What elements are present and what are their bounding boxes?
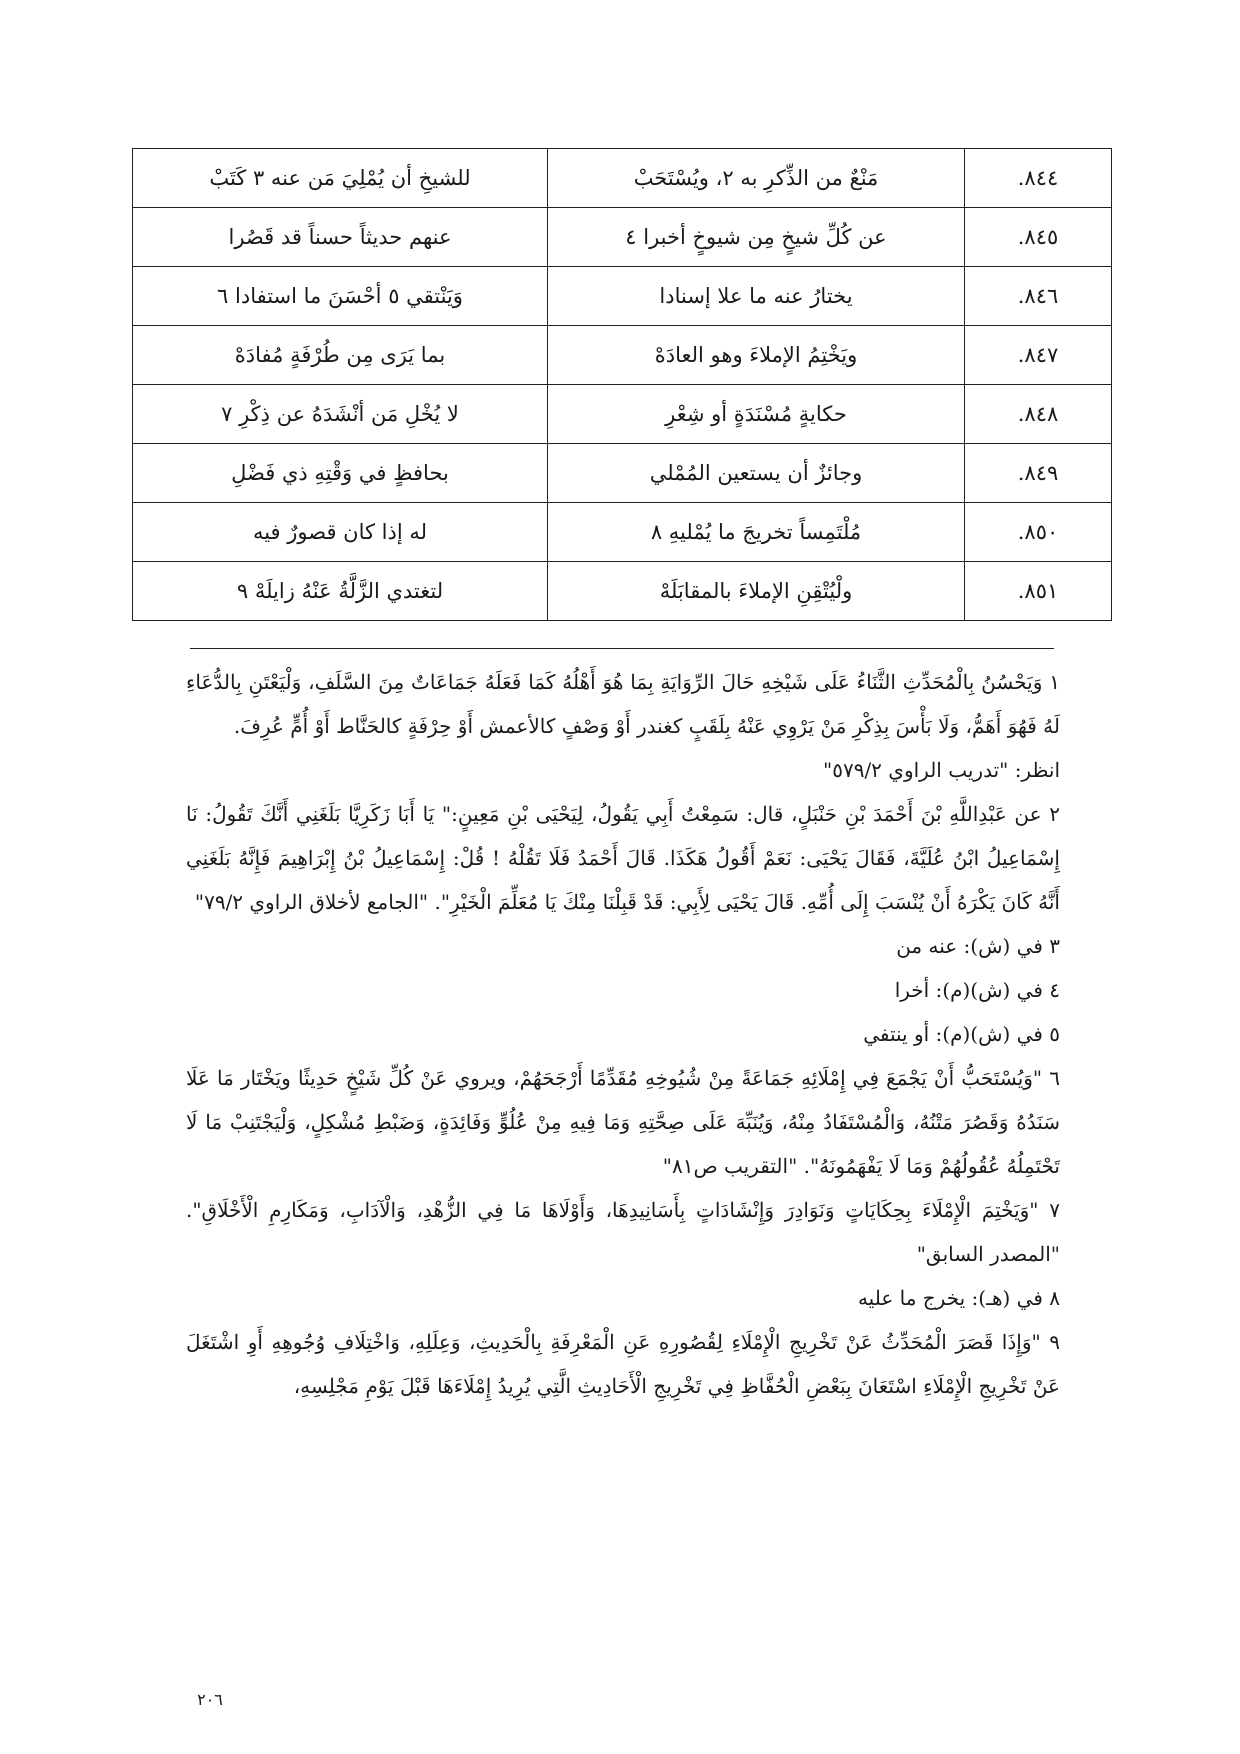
footnote-7: ٧ "وَيَخْتِمَ الْإِمْلَاءَ بِحِكَايَاتٍ وَنَوَادِرَ وَإِنْشَادَاتٍ بِأَسَانِيدِهَا، وَأَوْلَاهَا مَا فِي الزُّهْدِ، وَالْآدَابِ، وَمَكَارِمِ الْأَخْلَاقِ". "المصدر السابق" (186, 1198, 1060, 1266)
verse-first-hemistich: وجائزٌ أن يستعين المُمْلي (548, 444, 965, 503)
verse-number: ٨٤٩. (965, 444, 1112, 503)
verse-row (133, 385, 1112, 444)
verse-second-hemistich: لتغتدي الزَّلَّةُ عَنْهُ زايلَهْ ٩ (133, 562, 548, 621)
verse-row (133, 267, 1112, 326)
verse-number: ٨٥١. (965, 562, 1112, 621)
footnote-1: ١ وَيَحْسُنُ بِالْمُحَدِّثِ الثَّنَاءُ عَلَى شَيْخِهِ حَالَ الرِّوَايَةِ بِمَا هُوَ أَهْلُهُ كَمَا فَعَلَهُ جَمَاعَاتٌ مِنَ السَّلَفِ، وَلْيَعْتَنِ بِالدُّعَاءِ لَهُ فَهُوَ أَهَمُّ، وَلَا بَأْسَ بِذِكْرِ مَنْ يَرْوِي عَنْهُ بِلَقَبٍ كغندر أَوْ وَصْفٍ كالأعمش أَوْ حِرْفَةٍ كالحَنَّاط أَوْ أُمٍّ عُرِفَ. (186, 670, 1060, 738)
verse-row (133, 208, 1112, 267)
verse-first-hemistich: ولْيُتْقِنِ الإملاءَ بالمقابَلَهْ (548, 562, 965, 621)
verse-second-hemistich: وَيَنْتقي ٥ أحْسَنَ ما استفادا ٦ (133, 267, 548, 326)
verse-first-hemistich: مُلْتَمِساً تخريجَ ما يُمْليهِ ٨ (548, 503, 965, 562)
verse-first-hemistich: حكايةٍ مُسْنَدَةٍ أو شِعْرِ (548, 385, 965, 444)
footnote-6: ٦ "وَيُسْتَحَبُّ أَنْ يَجْمَعَ فِي إِمْلَائِهِ جَمَاعَةً مِنْ شُيُوخِهِ مُقَدِّمًا أَرْجَحَهُمْ، ويروي عَنْ كُلِّ شَيْخٍ حَدِيثًا ويَخْتَار مَا عَلَا سَنَدُهُ وَقَصُرَ مَتْنُهُ، وَالْمُسْتَفَادُ مِنْهُ، وَيُنَبِّهَ عَلَى صِحَّتِهِ وَمَا فِيهِ مِنْ عُلُوٍّ وَفَائِدَةٍ، وَضَبْطِ مُشْكِلٍ، وَلْيَجْتَنِبْ مَا لَا تَحْتَمِلُهُ عُقُولُهُمْ وَمَا لَا يَفْهَمُونَهُ". "التقريب ص٨١" (186, 1066, 1060, 1178)
footnote-3: ٣ في (ش): عنه من (896, 934, 1060, 958)
footnote-1-source: انظر: "تدريب الراوي ٥٧٩/٢" (823, 758, 1060, 782)
footnote-5: ٥ في (ش)(م): أو ينتفي (863, 1022, 1060, 1046)
verse-second-hemistich: للشيخِ أن يُمْلِيَ مَن عنه ٣ كَتَبْ (133, 149, 548, 208)
footnote-4: ٤ في (ش)(م): أخرا (894, 978, 1060, 1002)
verse-number: ٨٤٤. (965, 149, 1112, 208)
verse-first-hemistich: يختارُ عنه ما علا إسنادا (548, 267, 965, 326)
verse-first-hemistich: عن كُلِّ شيخٍ مِن شيوخٍ أخبرا ٤ (548, 208, 965, 267)
page-number: ٢٠٦ (197, 1690, 223, 1709)
verse-second-hemistich: لا يُخْلِ مَن أنْشَدَهُ عن ذِكْرِ ٧ (133, 385, 548, 444)
footnote-8: ٨ في (هـ): يخرج ما عليه (857, 1286, 1060, 1310)
footnotes (186, 660, 1060, 1408)
verse-number: ٨٤٦. (965, 267, 1112, 326)
verse-number: ٨٤٧. (965, 326, 1112, 385)
verse-second-hemistich: بما يَرَى مِن طُرْفَةٍ مُفادَهْ (133, 326, 548, 385)
footnote-9: ٩ "وَإِذَا قَصَرَ الْمُحَدِّثُ عَنْ تَخْرِيجِ الْإِمْلَاءِ لِقُصُورِهِ عَنِ الْمَعْرِفَةِ بِالْحَدِيثِ، وَعِلَلِهِ، وَاخْتِلَافِ وُجُوهِهِ أَوِ اشْتَغَلَ عَنْ تَخْرِيجِ الْإِمْلَاءِ اسْتَعَانَ بِبَعْضِ الْحُفَّاظِ فِي تَخْرِيجِ الْأَحَادِيثِ الَّتِي يُرِيدُ إِمْلَاءَهَا قَبْلَ يَوْمِ مَجْلِسِهِ، (186, 1330, 1060, 1398)
verse-row (133, 503, 1112, 562)
footnote-2: ٢ عن عَبْدِاللَّهِ بْنَ أَحْمَدَ بْنِ حَنْبَلٍ، قال: سَمِعْتُ أَبِي يَقُولُ، لِيَحْيَى بْنِ مَعِينٍ:" يَا أَبَا زَكَرِيَّا بَلَغَنِي أَنَّكَ تَقُولُ: نَا إِسْمَاعِيلُ ابْنُ عُلَيَّةَ، فَقَالَ يَحْيَى: نَعَمْ أَقُولُ هَكَذَا. قَالَ أَحْمَدُ فَلَا تَقُلْهُ ! قُلْ: إِسْمَاعِيلُ بْنُ إِبْرَاهِيمَ فَإِنَّهُ بَلَغَنِي أَنَّهُ كَانَ يَكْرَهُ أَنْ يُنْسَبَ إِلَى أُمِّهِ. قَالَ يَحْيَى لِأَبِي: قَدْ قَبِلْنَا مِنْكَ يَا مُعَلِّمَ الْخَيْرِ". "الجامع لأخلاق الراوي ٧٩/٢" (186, 802, 1060, 914)
verse-number: ٨٤٥. (965, 208, 1112, 267)
verse-second-hemistich: بحافظٍ في وَقْتِهِ ذي فَضْلِ (133, 444, 548, 503)
verse-row (133, 562, 1112, 621)
verse-number: ٨٥٠. (965, 503, 1112, 562)
verse-second-hemistich: له إذا كان قصورٌ فيه (133, 503, 548, 562)
verse-table (132, 148, 1112, 621)
verse-row (133, 326, 1112, 385)
footnote-separator (190, 648, 1054, 649)
verse-number: ٨٤٨. (965, 385, 1112, 444)
verse-row (133, 444, 1112, 503)
verse-second-hemistich: عنهم حديثاً حسناً قد قَصُرا (133, 208, 548, 267)
verse-first-hemistich: مَنْعٌ من الذِّكرِ به ٢، ويُسْتَحَبْ (548, 149, 965, 208)
verse-first-hemistich: ويَخْتِمُ الإملاءَ وهو العادَهْ (548, 326, 965, 385)
verse-row (133, 149, 1112, 208)
